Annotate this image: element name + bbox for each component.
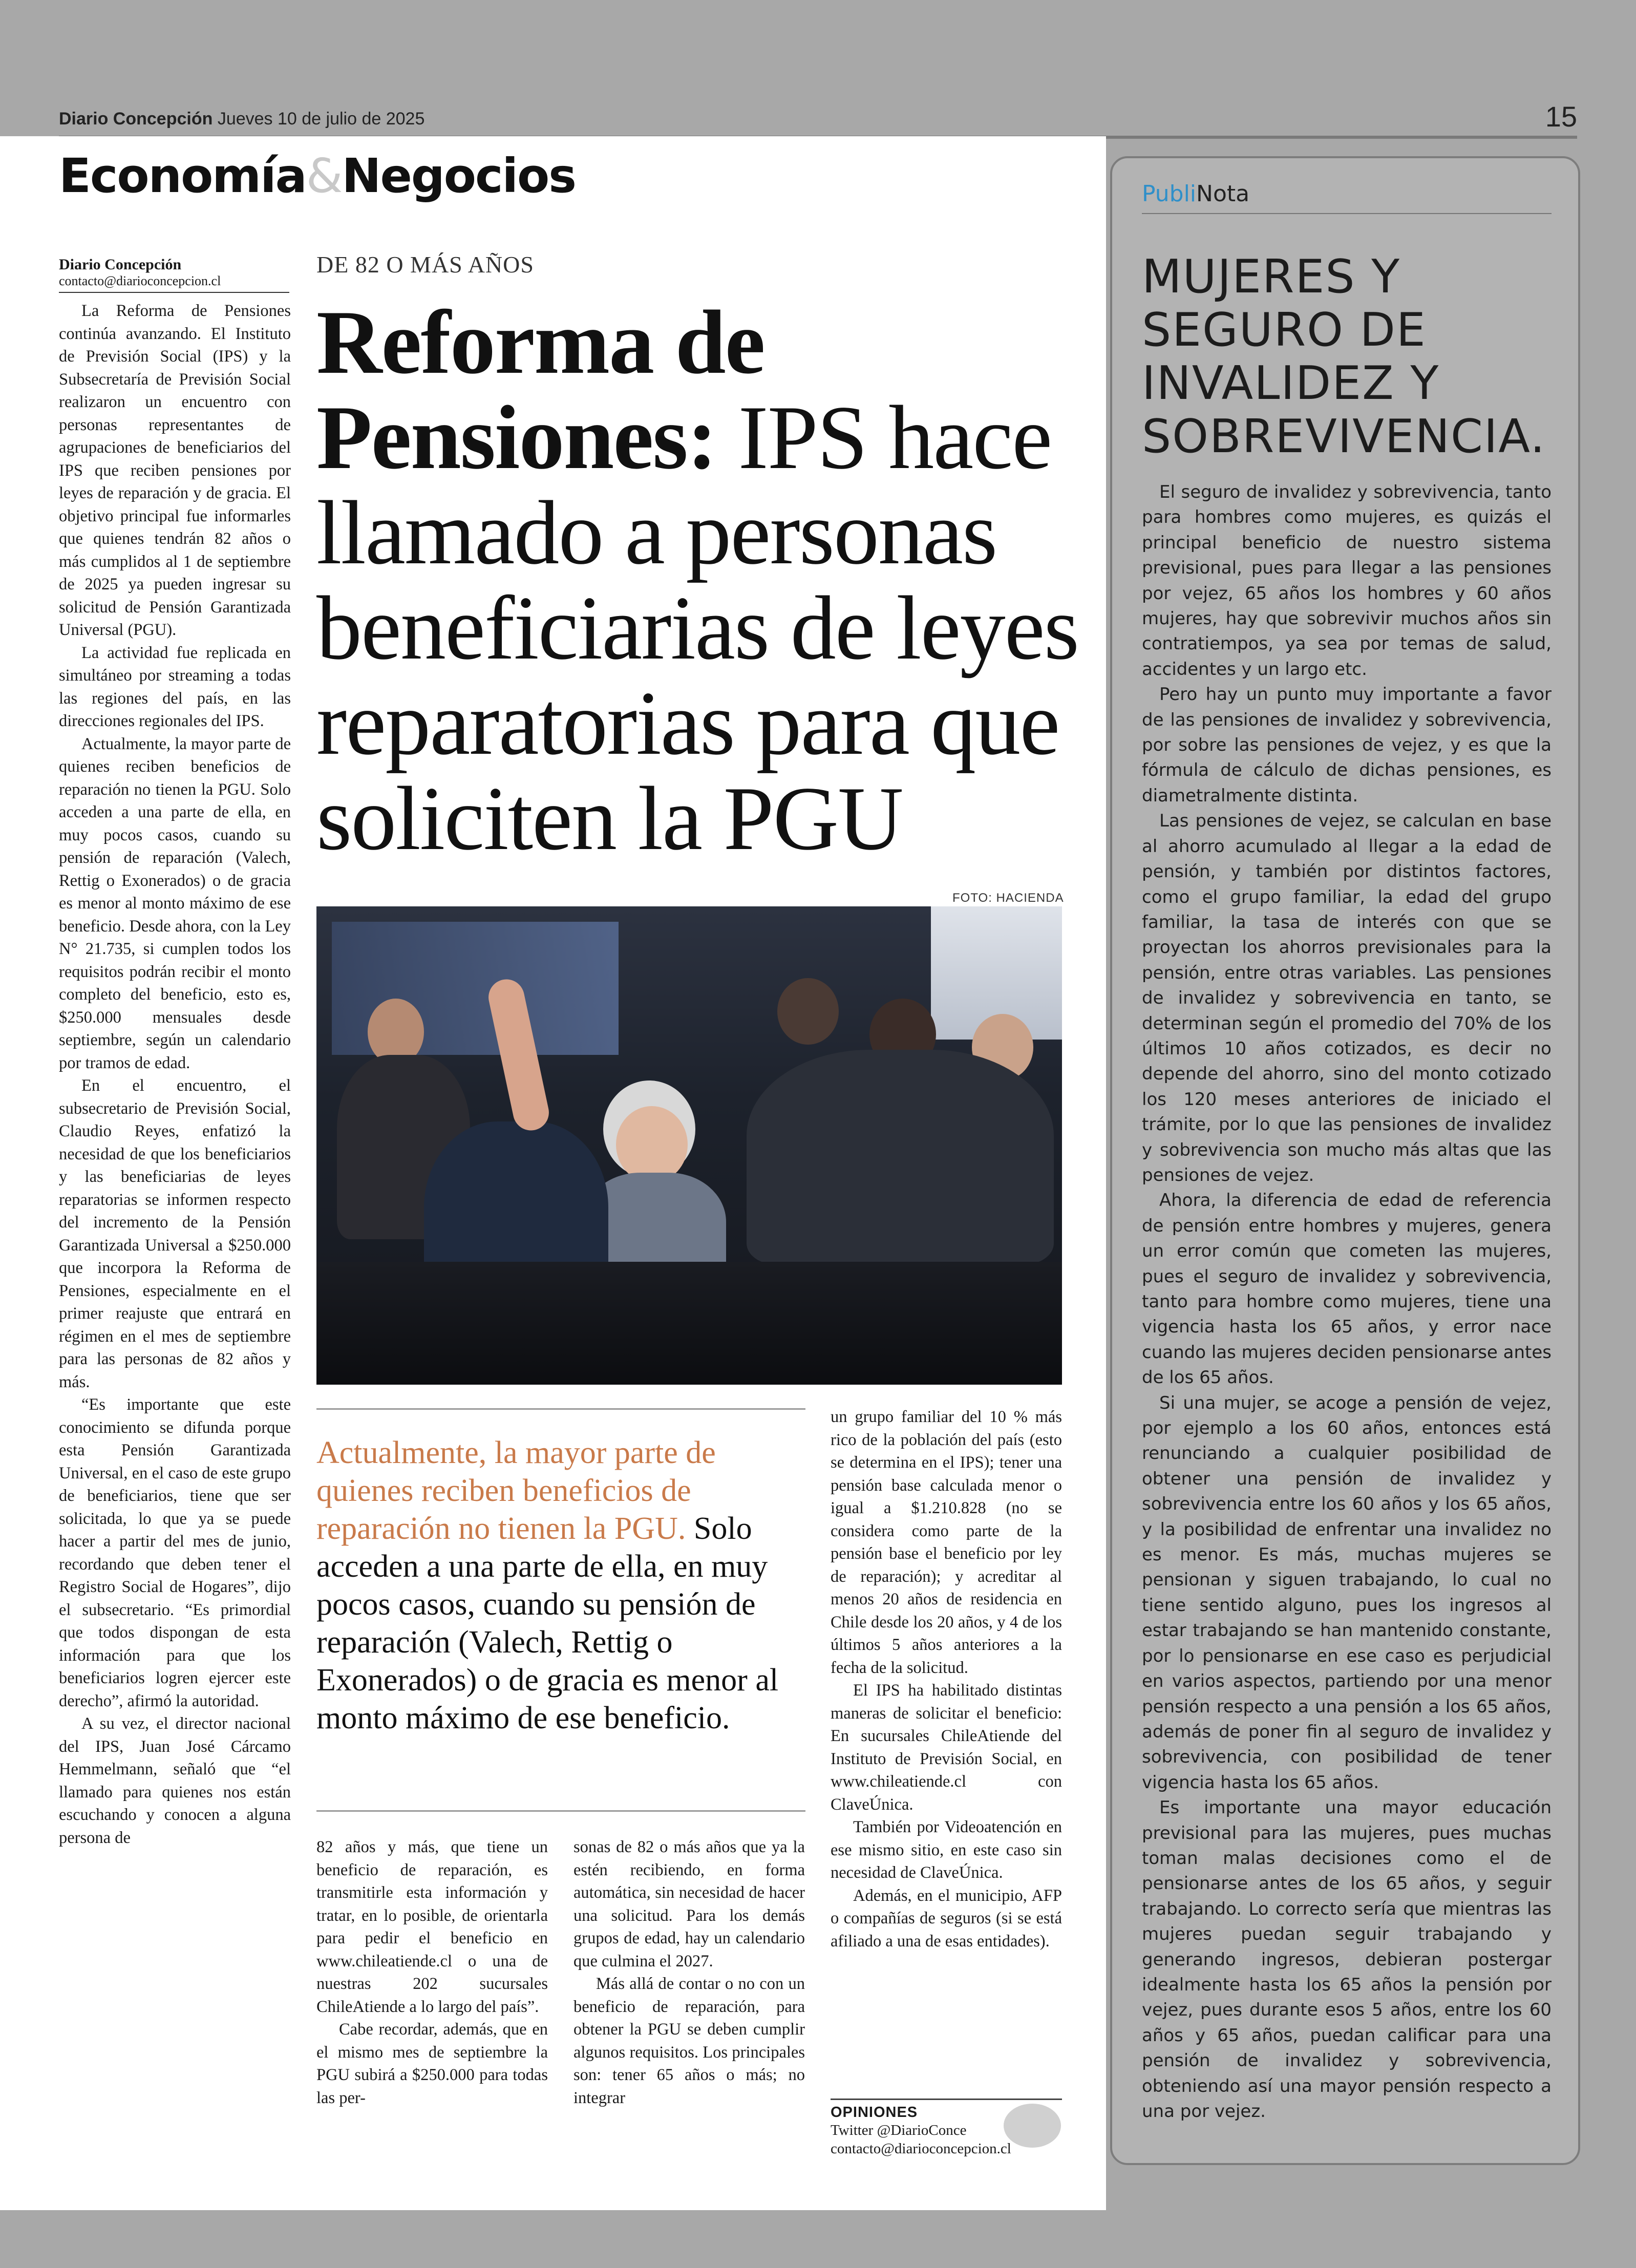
paragraph: 82 años y más, que tiene un beneficio de reparación, es transmitirle esta información y tratar, en lo posible, de orientarla para pedir el beneficio en www.chileatiende.cl o una de nuestras 202 sucursales ChileAtiende a lo largo del país”. <box>316 1838 548 2016</box>
paragraph: La Reforma de Pensiones continúa avanzando. El Instituto de Previsión Social (IPS) y la Subsecretaría de Previsión Social realizaron un encuentro con personas representantes de agrupaciones de beneficiarios del IPS que reciben pensiones por leyes de reparación y de gracia. El objetivo principal fue informarles que quienes tendrán 82 años o más cumplidos al 1 de septiembre de 2025 ya pueden ingresar su solicitud de Pensión Garantizada Universal (PGU). <box>59 302 291 639</box>
paragraph: El IPS ha habilitado distintas maneras de solicitar el beneficio: En sucursales ChileAtiende del Instituto de Previsión Social, en www.chileatiende.cl con ClaveÚnica. <box>831 1681 1062 1814</box>
pull-quote <box>316 1434 808 1737</box>
paragraph: sonas de 82 o más años que ya la estén recibiendo, en forma automática, sin necesidad de hacer una solicitud. Para los demás grupos de edad, hay un calendario que culmina el 2027. <box>573 1838 805 1970</box>
masthead-date: Jueves 10 de julio de 2025 <box>217 109 425 129</box>
headline-bold: Reforma de Pensiones: <box>316 291 764 488</box>
article-column-4 <box>831 1406 1062 1953</box>
article-column-1 <box>59 300 291 1849</box>
paragraph: Cabe recordar, además, que en el mismo mes de septiembre la PGU subirá a $250.000 para todas las per- <box>316 2020 548 2107</box>
pull-quote-rest: Solo acceden a una parte de ella, en muy pocos casos, cuando su pensión de reparación (Valech, Rettig o Exonerados) o de gracia es menor al monto máximo de ese beneficio. <box>316 1511 779 1735</box>
article-headline <box>316 291 1079 869</box>
masthead <box>59 109 424 129</box>
paragraph: El seguro de invalidez y sobrevivencia, tanto para hombres como mujeres, es quizás el principal beneficio de nuestro sistema previsional, pues para llegar a las pensiones por vejez, 65 años los hombres y 60 años mujeres, hay que sobrevivir muchos años sin contratiempos, ya sea por temas de salud, accidentes y un largo etc. <box>1142 482 1552 680</box>
paragraph: Actualmente, la mayor parte de quienes reciben beneficios de reparación no tienen la PGU. Solo acceden a una parte de ella, en muy pocos casos, cuando su pensión de reparación (Valech, Rettig o Exonerados) o de gracia es menor al monto máximo de ese beneficio. Desde ahora, con la Ley N° 21.735, si cumplen todos los requisitos podrán recibir el monto completo del beneficio, esto es, $250.000 mensuales desde septiembre, según un calendario por tramos de edad. <box>59 734 291 1072</box>
pull-quote-highlight: Actualmente, la mayor parte de quienes reciben beneficios de reparación no tienen la PGU. <box>316 1435 716 1546</box>
photo-person-shape <box>747 1050 1054 1265</box>
photo-person-shape <box>777 978 839 1045</box>
photo-credit: FOTO: HACIENDA <box>952 891 1064 905</box>
opinion-title: OPINIONES <box>831 2104 918 2121</box>
publinota-body <box>1142 480 1552 2124</box>
paragraph: También por Videoatención en ese mismo sitio, en este caso sin necesidad de ClaveÚnica. <box>831 1818 1062 1882</box>
photo-person-shape <box>616 1106 688 1183</box>
opinion-email: contacto@diarioconcepcion.cl <box>831 2140 1011 2157</box>
publinota-label <box>1142 181 1552 214</box>
headline-rest: IPS hace llamado a personas beneficiarias de leyes reparatorias para que soliciten la PGU <box>316 387 1078 869</box>
divider <box>316 1810 805 1812</box>
byline-name: Diario Concepción <box>59 256 182 273</box>
page-header-bar <box>59 100 1577 139</box>
paragraph: A su vez, el director nacional del IPS, Juan José Cárcamo Hemmelmann, señaló que “el llamado para quienes nos están escuchando y conocen a alguna persona de <box>59 1714 291 1847</box>
article-column-2 <box>316 1836 548 2109</box>
page-number: 15 <box>1545 100 1577 133</box>
section-part2: Negocios <box>342 149 576 203</box>
paragraph: En el encuentro, el subsecretario de Previsión Social, Claudio Reyes, enfatizó la necesidad de que los beneficiarios y las beneficiarias de leyes reparatorias se informen respecto del incremento de la Pensión Garantizada Universal a $250.000 que incorpora la Reforma de Pensiones, especialmente en el primer reajuste que entrará en régimen en el mes de septiembre para las personas de 82 años y más. <box>59 1076 291 1391</box>
publinota-panel <box>1110 156 1580 2165</box>
opinion-twitter: Twitter @DiarioConce <box>831 2122 967 2138</box>
paragraph: Además, en el municipio, AFP o compañías de seguros (si se está afiliado a una de esas entidades). <box>831 1886 1062 1951</box>
paragraph: Si una mujer, se acoge a pensión de vejez, por ejemplo a los 60 años, entonces está renunciando a cualquier posibilidad de obtener una pensión de invalidez y sobrevivencia entre los 60 años y los 65 años, y la posibilidad de enfrentar una invalidez no es menor. Es más, muchas mujeres se pensionan y siguen trabajando, lo cual no tiene sentido alguno, pues los ingresos al estar trabajando se han mantenido constante, por lo pensionarse en ese caso es perjudicial en varios aspectos, partiendo por una menor pensión respecto a una pensión a los 65 años, además de poner fin al seguro de invalidez y sobrevivencia, con posibilidad de tener vigencia hasta los 65 años. <box>1142 1392 1552 1793</box>
article-kicker: DE 82 O MÁS AÑOS <box>316 251 534 278</box>
masthead-paper: Diario Concepción <box>59 109 213 129</box>
paragraph: “Es importante que este conocimiento se difunda porque esta Pensión Garantizada Universal, en el caso de este grupo de beneficiarios, tiene que ser solicitada, lo que ya se puede hacer a partir del mes de junio, recordando que deben tener el Registro Social de Hogares”, dijo el subsecretario. “Es primordial que todos dispongan de esta información para que los beneficiarios logren ejercer este derecho”, afirmó la autoridad. <box>59 1395 291 1710</box>
publinota-label-rest: Nota <box>1196 181 1250 207</box>
article-photo <box>316 906 1062 1385</box>
byline <box>59 256 289 293</box>
section-part1: Economía <box>59 149 306 203</box>
paragraph: Es importante una mayor educación previsional para las mujeres, pues muchas toman malas decisiones como el de pensionarse antes de los 65 años, y seguir trabajando. Lo correcto sería que mientras las mujeres puedan seguir trabajando y generando ingresos, debieran postergar idealmente hasta los 65 años la pensión por vejez, pues durante esos 5 años, entre los 60 años y 65 años, puedan calificar para una pensión de invalidez y sobrevivencia, obteniendo así una mayor pensión respecto a una por vejez. <box>1142 1797 1552 2122</box>
paragraph: La actividad fue replicada en simultáneo por streaming a todas las regiones del país, en las direcciones regionales del IPS. <box>59 643 291 730</box>
paragraph: Ahora, la diferencia de edad de referencia de pensión entre hombres y mujeres, genera un error común que cometen las mujeres, pues el seguro de invalidez y sobrevivencia, tanto para hombre como mujeres, tiene una vigencia hasta los 65 años, y error nace cuando las mujeres deciden pensionarse antes de los 65 años. <box>1142 1190 1552 1388</box>
section-title <box>59 149 576 203</box>
divider <box>316 1408 805 1410</box>
byline-email: contacto@diarioconcepcion.cl <box>59 273 221 288</box>
photo-chairs-shape <box>316 1262 1062 1385</box>
paragraph: Más allá de contar o no con un beneficio de reparación, para obtener la PGU se deben cumplir algunos requisitos. Los principales son: tener 65 años o más; no integrar <box>573 1975 805 2107</box>
paragraph: un grupo familiar del 10 % más rico de la población del país (esto se determina en el IPS); tener una pensión base calculada menor o igual a $1.210.828 (no se considera como parte de la pensión base el beneficio por ley de reparación); y acreditar al menos 20 años de residencia en Chile desde los 20 años, y 4 de los últimos 5 años anteriores a la fecha de la solicitud. <box>831 1408 1062 1677</box>
article-column-3 <box>573 1836 805 2109</box>
publinota-label-blue: Publi <box>1142 181 1197 207</box>
paragraph: Las pensiones de vejez, se calculan en base al ahorro acumulado al llegar a la edad de pensión, y también por distintos factores, como el grupo familiar, la edad del grupo familiar, la tasa de interés con que se proyectan los ahorros previsionales para la pensión, entre otras variables. Las pensiones de invalidez y sobrevivencia en tanto, se determinan según el promedio del 70% de los últimos 10 años cotizados, es decir no depende del ahorro, sino del monto cotizado los 120 meses anteriores de iniciado el trámite, por lo que las pensiones de invalidez y sobrevivencia son mucho más altas que las pensiones de vejez. <box>1142 811 1552 1185</box>
publinota-title: MUJERES Y SEGURO DE INVALIDEZ Y SOBREVIVENCIA. <box>1142 250 1546 463</box>
section-amp: & <box>306 149 342 203</box>
paragraph: Pero hay un punto muy importante a favor de las pensiones de invalidez y sobrevivencia, por sobre las pensiones de vejez, y es que la fórmula de cálculo de dichas pensiones, es diametralmente distinta. <box>1142 684 1552 806</box>
speech-bubble-icon <box>1004 2104 1061 2148</box>
